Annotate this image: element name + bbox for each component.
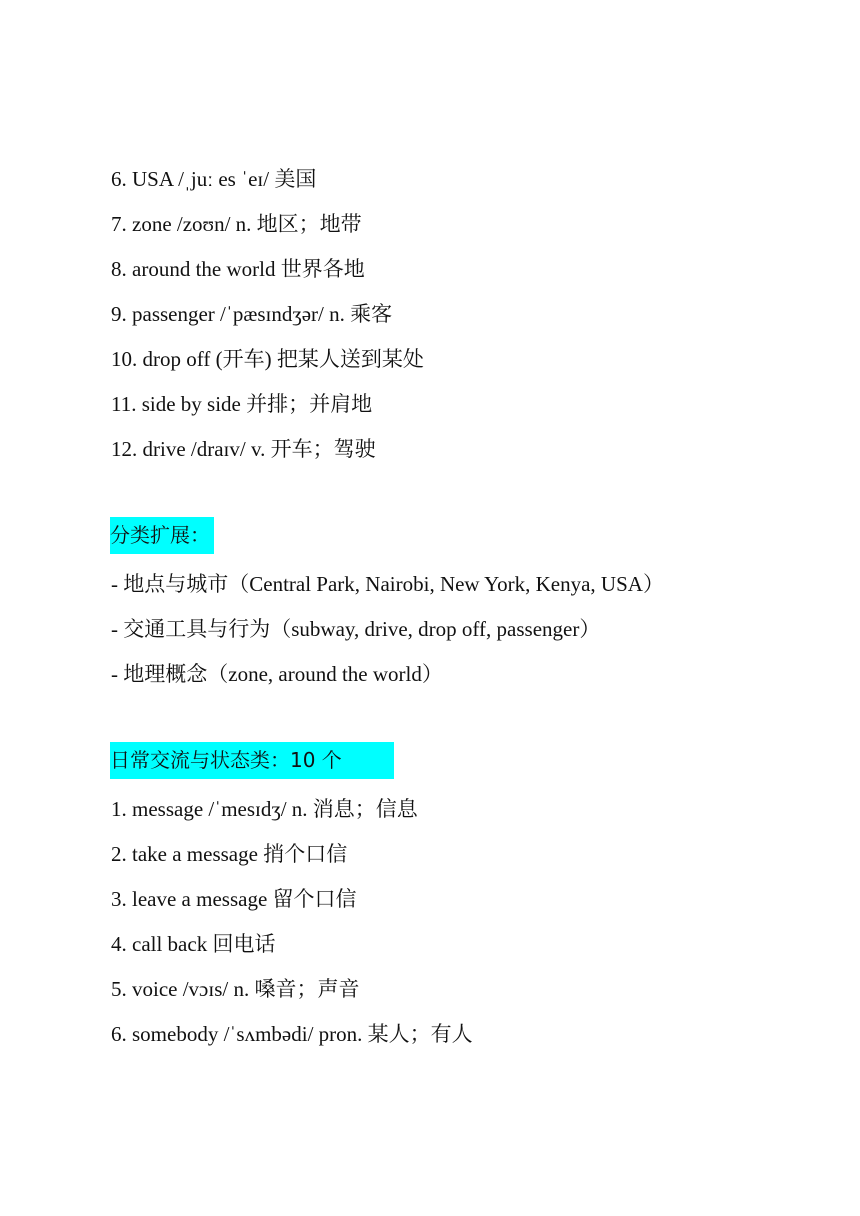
category-heading: 分类扩展： [110,517,214,554]
vocab-item: 11. side by side 并排；并肩地 [111,392,373,416]
vocab-item: 5. voice /vɔɪs/ n. 嗓音；声音 [111,977,360,1001]
category-item: - 地点与城市（Central Park, Nairobi, New York, Kenya, USA） [111,572,664,596]
vocab-item: 12. drive /draɪv/ v. 开车；驾驶 [111,437,376,461]
vocab-item: 6. somebody /ˈsʌmbədi/ pron. 某人；有人 [111,1022,473,1046]
vocab-item: 10. drop off (开车) 把某人送到某处 [111,347,424,371]
vocab-item: 2. take a message 捎个口信 [111,842,348,866]
vocab-item: 9. passenger /ˈpæsɪndʒər/ n. 乘客 [111,302,393,326]
vocab-item: 4. call back 回电话 [111,932,276,956]
vocab-item: 7. zone /zoʊn/ n. 地区；地带 [111,212,362,236]
vocab-item: 1. message /ˈmesɪdʒ/ n. 消息；信息 [111,797,418,821]
vocab-item: 6. USA /ˌjuː es ˈeɪ/ 美国 [111,167,317,191]
vocab-item: 3. leave a message 留个口信 [111,887,357,911]
category-item: - 交通工具与行为（subway, drive, drop off, passenger） [111,617,601,641]
vocab-item: 8. around the world 世界各地 [111,257,365,281]
section-heading: 日常交流与状态类：10 个 [110,742,394,779]
category-item: - 地理概念（zone, around the world） [111,662,443,686]
